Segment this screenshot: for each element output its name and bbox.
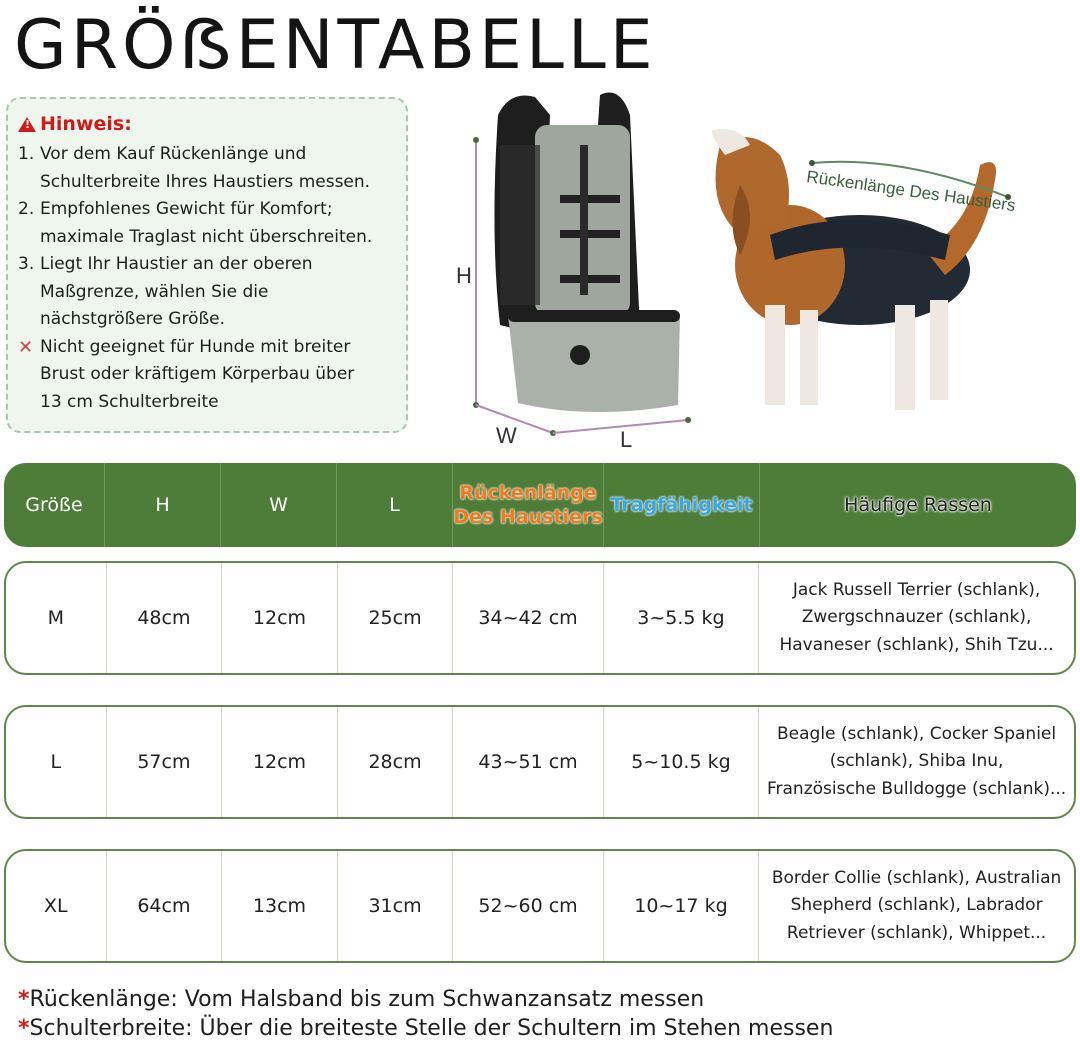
breeds-text <box>779 577 1053 660</box>
breed-line: Zwergschnauzer (schlank), <box>801 607 1032 628</box>
footnote-text: Schulterbreite: Über die breiteste Stelle der Schultern im Stehen messen <box>29 1016 834 1041</box>
cell-breeds <box>759 707 1074 817</box>
cell-size: L <box>6 707 107 817</box>
header-l: L <box>337 463 453 547</box>
notice-item <box>18 251 396 334</box>
notice-line: nächstgrößere Größe. <box>40 309 226 329</box>
cell-size: XL <box>6 851 107 961</box>
notice-item-text <box>40 251 313 334</box>
cell-capacity: 10~17 kg <box>604 851 759 961</box>
cell-l: 28cm <box>338 707 454 817</box>
cell-w: 13cm <box>222 851 338 961</box>
cell-back-length: 34~42 cm <box>453 563 603 673</box>
cell-w: 12cm <box>222 563 338 673</box>
notice-line: 13 cm Schulterbreite <box>40 391 219 412</box>
table-row <box>4 849 1076 963</box>
notice-line: Liegt Ihr Haustier an der oberen <box>40 254 313 274</box>
header-line: Des Haustiers <box>453 506 603 528</box>
cell-capacity: 3~5.5 kg <box>604 563 759 673</box>
table-row <box>4 561 1076 675</box>
notice-item-text <box>40 141 370 196</box>
notice-line: Maßgrenze, wählen Sie die <box>40 281 269 302</box>
notice-line: Schulterbreite Ihres Haustiers messen. <box>40 171 371 192</box>
cell-l: 31cm <box>338 851 454 961</box>
breed-line: Französische Bulldogge (schlank)... <box>766 778 1067 799</box>
dog-back-length-label: Rückenlänge Des Haustiers <box>805 167 1017 216</box>
dog-icon <box>712 129 996 410</box>
header-w: W <box>221 463 337 547</box>
notice-line: Brust oder kräftigem Körperbau über <box>40 364 355 384</box>
backpack-and-dog-illustration <box>440 85 1080 455</box>
notice-line: Nicht geeignet für Hunde mit breiter <box>40 336 351 357</box>
warning-icon <box>18 117 36 132</box>
footnote <box>18 985 704 1015</box>
header-back-length <box>453 463 604 547</box>
backpack-icon <box>494 93 680 413</box>
cell-h: 64cm <box>107 851 223 961</box>
footnote-star: * <box>18 1016 30 1041</box>
notice-item-number: 1. <box>18 144 35 164</box>
header-h: H <box>105 463 221 547</box>
footnote <box>18 1014 833 1044</box>
cell-back-length: 43~51 cm <box>453 707 603 817</box>
notice-line: Vor dem Kauf Rückenlänge und <box>40 144 307 164</box>
table-header <box>4 463 1076 547</box>
notice-warning <box>18 334 396 417</box>
dimension-label-h: H <box>456 263 472 288</box>
cell-h: 57cm <box>107 707 223 817</box>
dimension-label-w: W <box>496 423 517 448</box>
cell-l: 25cm <box>338 563 454 673</box>
notice-line: maximale Traglast nicht überschreiten. <box>40 226 373 247</box>
table-row <box>4 705 1076 819</box>
notice-warning-text <box>40 334 354 417</box>
cell-size: M <box>6 563 107 673</box>
header-breeds: Häufige Rassen <box>844 494 992 516</box>
notice-item-number: 2. <box>18 199 35 219</box>
notice-box <box>6 97 408 433</box>
header-capacity: Tragfähigkeit <box>604 463 760 547</box>
notice-heading-text: Hinweis: <box>40 113 132 135</box>
notice-item <box>18 141 396 196</box>
notice-item-number: 3. <box>18 254 35 274</box>
breed-line: Jack Russell Terrier (schlank), <box>792 579 1041 600</box>
breed-line: (schlank), Shiba Inu, <box>829 751 1004 772</box>
breed-line: Border Collie (schlank), Australian <box>771 867 1062 888</box>
breeds-text <box>767 721 1066 804</box>
footnote-star: * <box>18 987 30 1012</box>
dimension-label-l: L <box>620 427 633 452</box>
breed-line: Retriever (schlank), Whippet... <box>786 922 1047 943</box>
page-title: GRÖẞENTABELLE <box>14 6 657 85</box>
cell-breeds <box>759 851 1074 961</box>
notice-item-text <box>40 196 372 251</box>
cell-w: 12cm <box>222 707 338 817</box>
notice-item <box>18 196 396 251</box>
header-line: Rückenlänge <box>459 482 597 504</box>
notice-line: Empfohlenes Gewicht für Komfort; <box>40 199 333 219</box>
cell-breeds <box>759 563 1074 673</box>
breeds-text <box>772 865 1061 948</box>
header-size: Größe <box>4 463 105 547</box>
cell-h: 48cm <box>107 563 223 673</box>
cross-icon: ✕ <box>18 336 34 358</box>
product-illustration <box>440 85 1080 455</box>
header-back-length-text <box>453 481 602 529</box>
breed-line: Shepherd (schlank), Labrador <box>790 895 1043 916</box>
cell-back-length: 52~60 cm <box>453 851 603 961</box>
breed-line: Havaneser (schlank), Shih Tzu... <box>779 634 1054 655</box>
breed-line: Beagle (schlank), Cocker Spaniel <box>777 723 1057 744</box>
cell-capacity: 5~10.5 kg <box>604 707 759 817</box>
footnote-text: Rückenlänge: Vom Halsband bis zum Schwanzansatz messen <box>29 987 705 1012</box>
notice-heading <box>18 113 396 135</box>
